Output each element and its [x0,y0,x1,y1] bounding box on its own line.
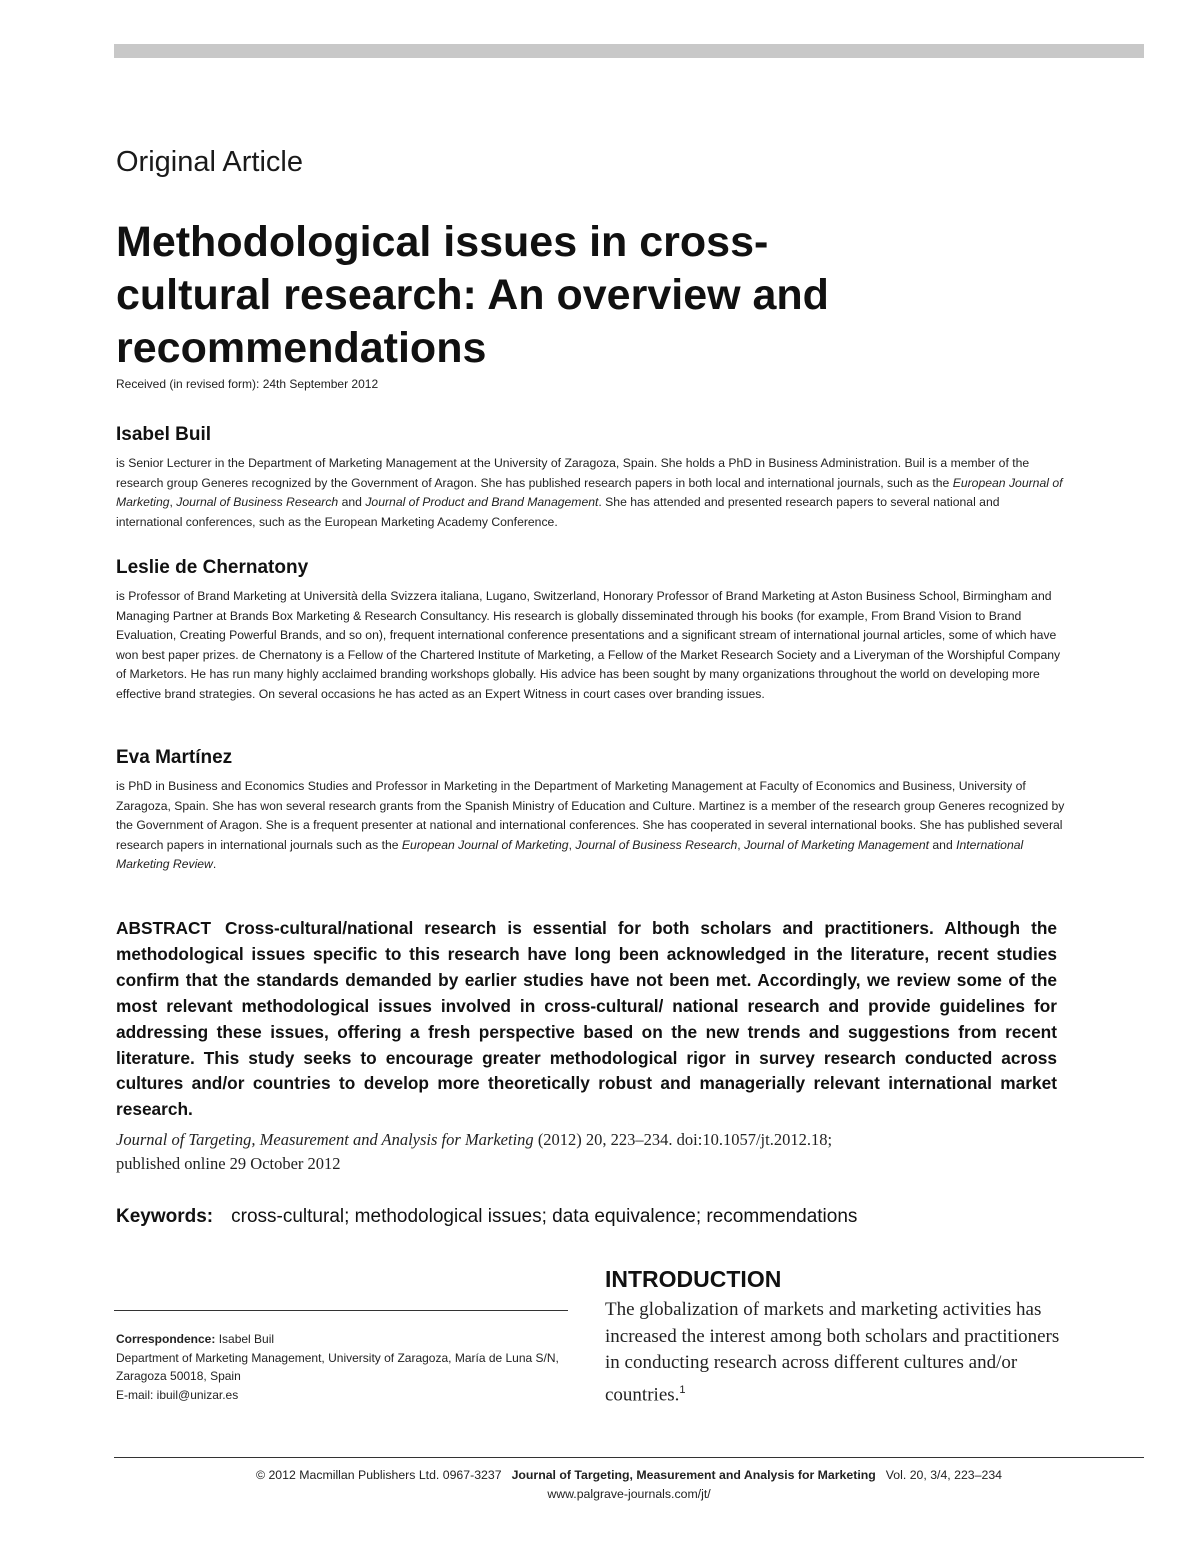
header-rule [114,44,1144,58]
footer-copyright: © 2012 Macmillan Publishers Ltd. 0967-3237 [255,1468,502,1482]
bio-text: and [929,837,957,852]
footer-journal: Journal of Targeting, Measurement and Analysis for Marketing [511,1468,876,1482]
correspondence [116,1330,566,1404]
journal-name: International Marketing Review [116,837,1024,872]
footer-volume: Vol. 20, 3/4, 223–234 [885,1468,1003,1482]
correspondence-email: E-mail: ibuil@unizar.es [116,1387,239,1402]
citation-journal: Journal of Targeting, Measurement and Analysis for Marketing [116,1130,534,1149]
author-block [116,747,1066,875]
article-title: Methodological issues in cross-cultural research: An overview and recommendations [116,218,829,372]
introduction-body: The globalization of markets and marketing activities has increased the interest among both scholars and practitioners in conducting research across different cultures and/or countries. [605,1299,1060,1405]
bio-text: is Senior Lecturer in the Department of Marketing Management at the University of Zaragoza, Spain. She holds a PhD in Business Administration. Buil is a member of the research group Generes recognized by the Government of Aragon. She has published research papers in both local and international journals, such as the [116,456,1030,490]
footer-rule [114,1457,1144,1458]
author-name: Isabel Buil [116,424,212,445]
keywords-text: cross-cultural; methodological issues; data equivalence; recommendations [231,1206,858,1227]
journal-name: Journal of Business Research [575,837,738,852]
author-block [116,557,1066,705]
citation [116,1128,1066,1175]
keywords-label: Keywords: [116,1206,214,1227]
journal-name: European Journal of Marketing [401,837,569,852]
bio-text: . She has attended and presented research papers to several national and international conferences, such as the European Marketing Academy Conference. [116,495,1000,529]
abstract [116,916,1057,1123]
page-footer [114,1466,1144,1504]
author-bio [116,587,1066,705]
citation-published: published online 29 October 2012 [116,1153,341,1173]
footer-url[interactable]: www.palgrave-journals.com/jt/ [547,1487,711,1501]
bio-text: is Professor of Brand Marketing at Università della Svizzera italiana, Lugano, Switzerland, Honorary Professor of Brand Marketing at Aston Business School, Birmingham and Managing Partner at Brands Box Marketing & Research Consultancy. His research is globally disseminated through his books (for example, From Brand Vision to Brand Evaluation, Creating Powerful Brands, and so on), frequent international conference presentations and a significant stream of international journal articles, some of which have won best paper prizes. de Chernatony is a Fellow of the Chartered Institute of Marketing, a Fellow of the Market Research Society and a Liveryman of the Worshipful Company of Marketors. He has run many highly acclaimed branding workshops globally. His advice has been sought by many organizations throughout the world on developing more effective brand strategies. On several occasions he has acted as an Expert Witness in court cases over branding issues. [116,589,1061,701]
bio-text: is PhD in Business and Economics Studies and Professor in Marketing in the Department of Marketing Management at Faculty of Economics and Business, University of Zaragoza, Spain. She has won several research grants from the Spanish Ministry of Education and Culture. Martinez is a member of the research group Generes recognized by the Government of Aragon. She is a frequent presenter at national and international conferences. She has cooperated in several international books. She has published several research papers in international journals such as the [116,779,1065,852]
journal-name: Journal of Marketing Management [744,837,930,852]
correspondence-label: Correspondence: [116,1332,216,1346]
author-name: Leslie de Chernatony [116,557,309,578]
bio-text: , [568,837,576,852]
author-block [116,424,1066,532]
citation-details: (2012) 20, 223–234. doi:10.1057/jt.2012.18; [533,1130,833,1149]
journal-name: Journal of Business Research [176,495,339,510]
bio-text: , [737,837,745,852]
author-bio [116,454,1066,532]
introduction-text [605,1297,1065,1408]
article-type-label: Original Article [116,146,303,178]
correspondence-address: Department of Marketing Management, University of Zaragoza, María de Luna S/N, Zaragoza 50018, Spain [116,1350,559,1383]
introduction-heading: INTRODUCTION [605,1266,782,1292]
journal-name: Journal of Product and Brand Management [365,495,599,510]
received-date: Received (in revised form): 24th September 2012 [116,377,379,391]
author-bio [116,777,1066,875]
abstract-text: Cross-cultural/national research is essential for both scholars and practitioners. Although the methodological issues specific to this research have long been acknowledged in the literature, recent studies confirm that the standards demanded by earlier studies have not been met. Accordingly, we review some of the most relevant methodological issues involved in cross-cultural/ national research and provide guidelines for addressing these issues, offering a fresh perspective based on the new trends and suggestions from recent literature. This study seeks to encourage greater methodological rigor in survey research conducted across cultures and/or countries to develop more theoretically robust and managerially relevant international market research. [116,918,1057,1120]
bio-text: , [169,495,177,510]
footnote-marker[interactable]: 1 [679,1383,686,1396]
correspondence-name: Isabel Buil [215,1332,275,1346]
keywords [116,1206,857,1228]
bio-text: and [338,495,366,510]
author-name: Eva Martínez [116,747,233,768]
bio-text: . [212,857,217,872]
journal-name: European Journal of Marketing [116,475,1063,510]
abstract-label: ABSTRACT [116,918,212,938]
correspondence-rule [114,1310,568,1311]
